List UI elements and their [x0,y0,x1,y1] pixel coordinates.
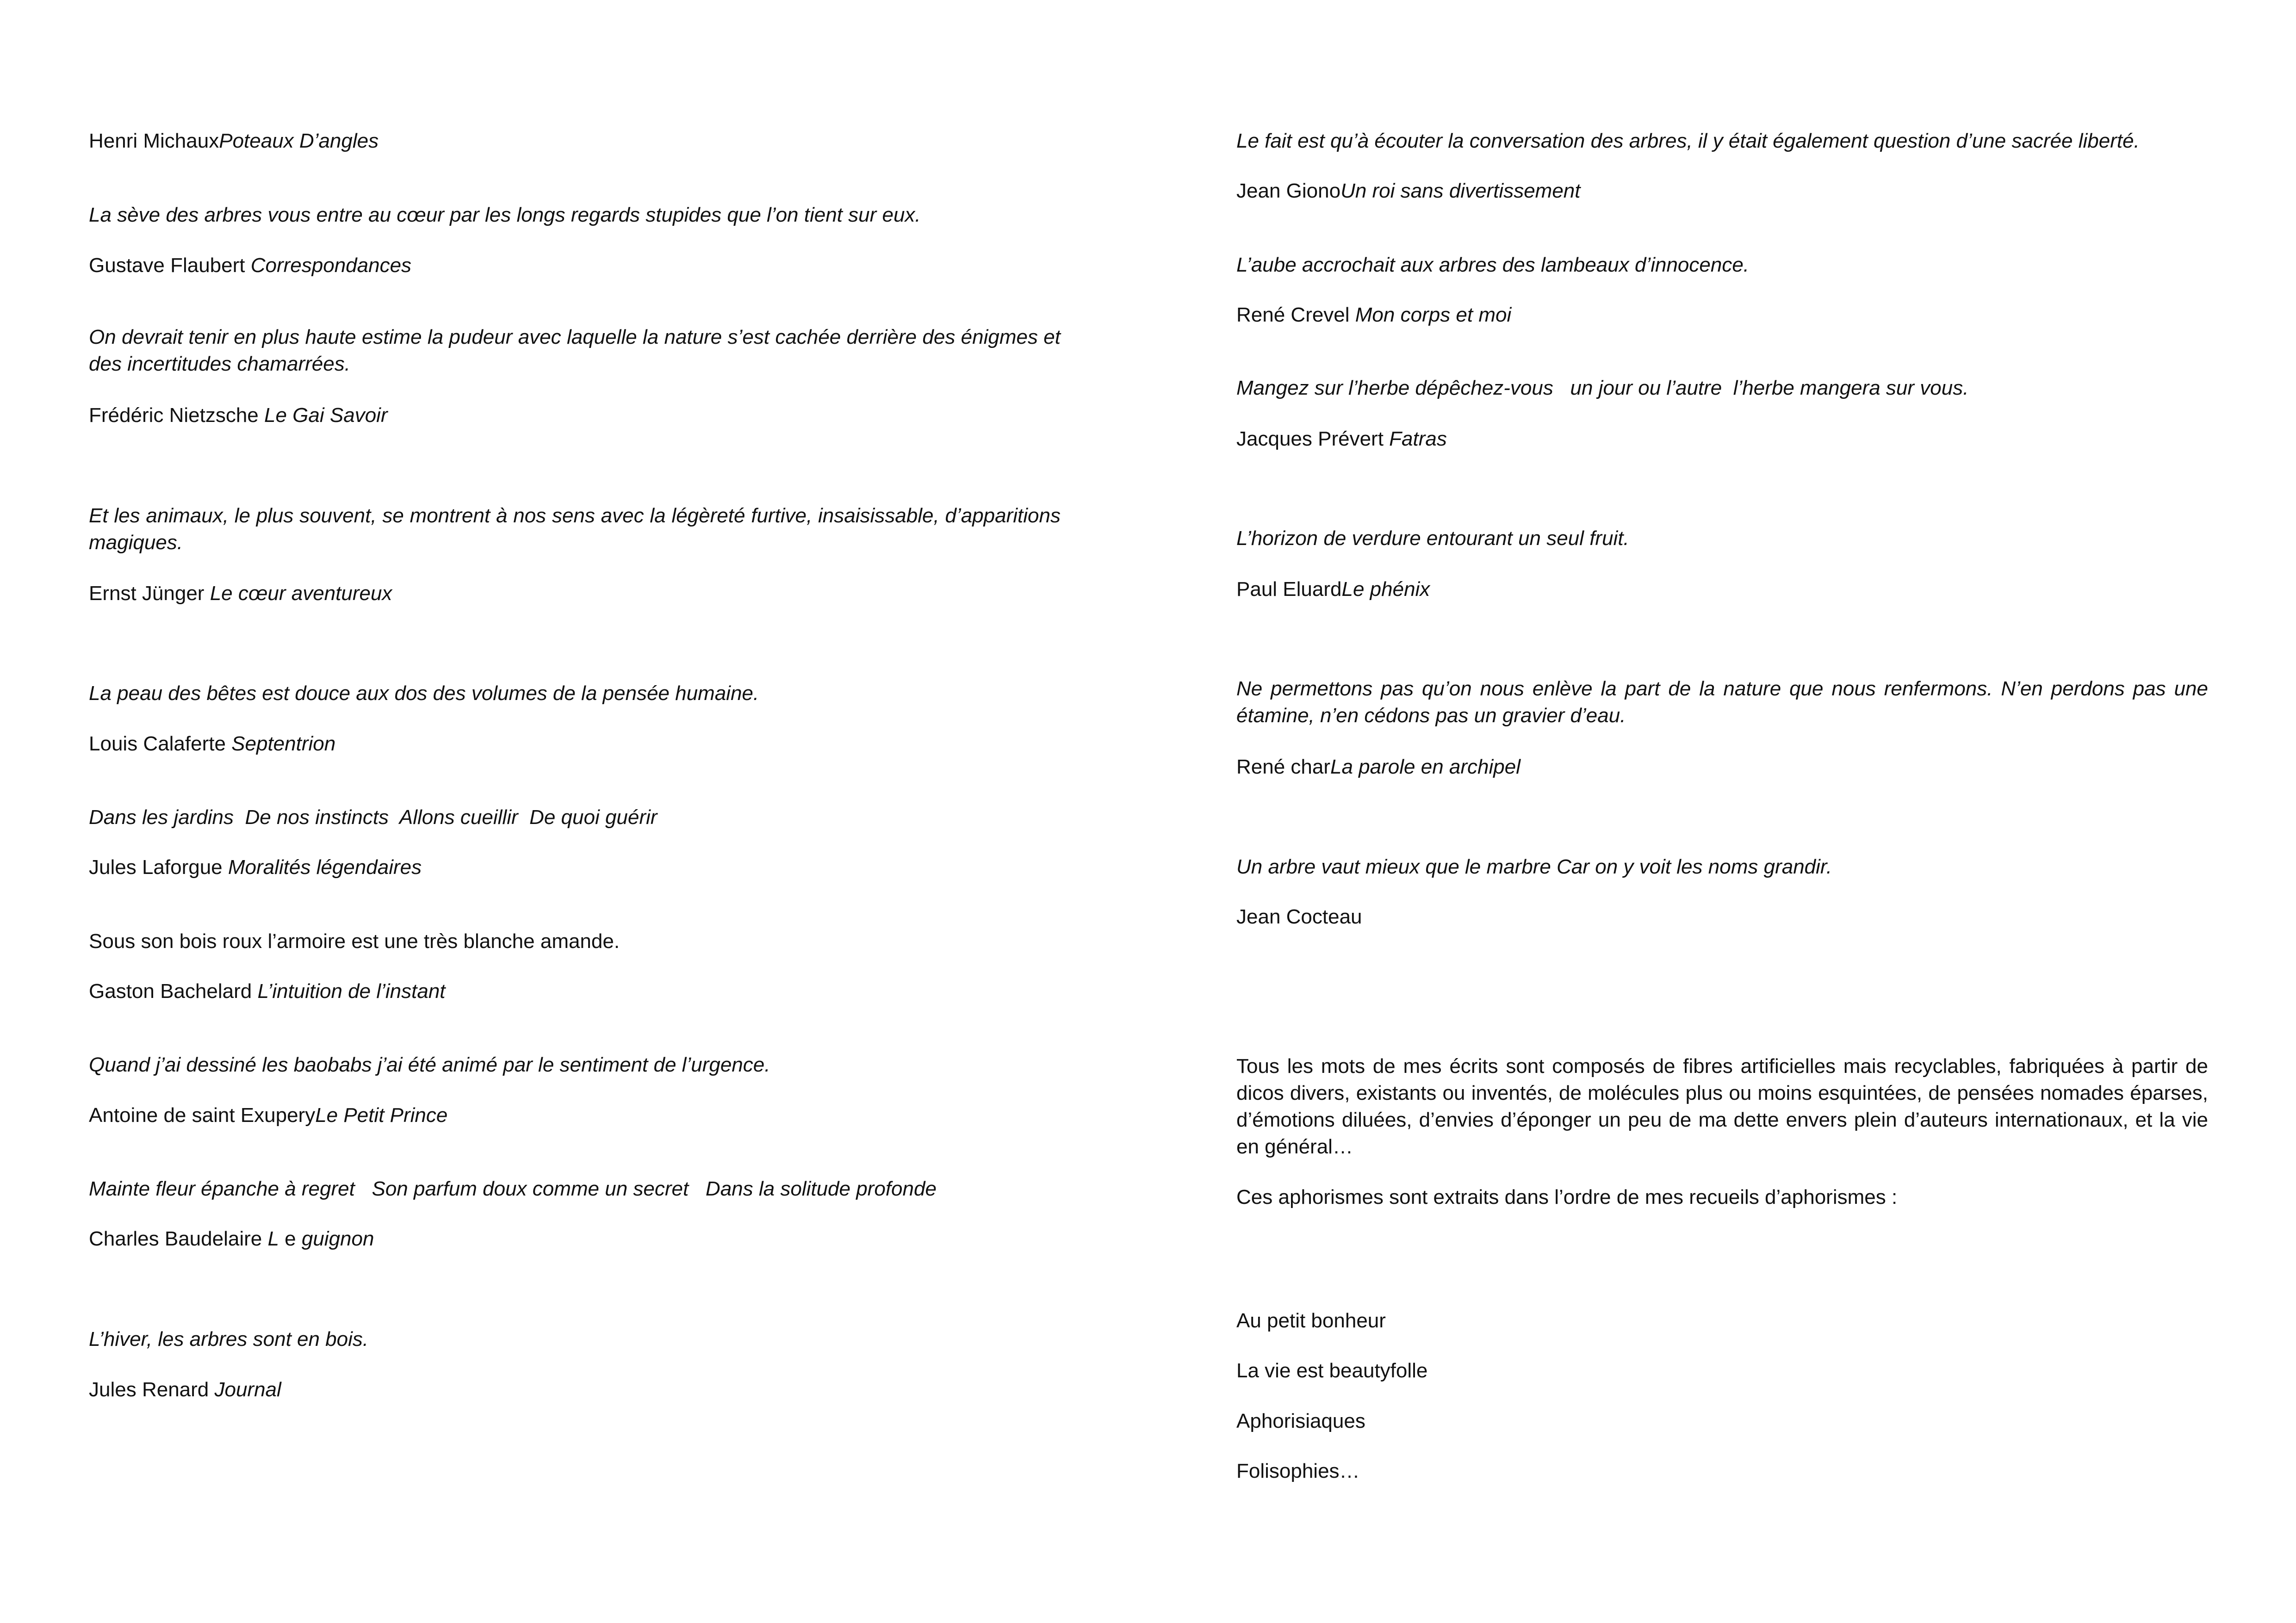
citation [89,1376,1061,1403]
author: Jean Giono [1236,180,1341,202]
work-title: Septentrion [231,732,336,755]
left-column [89,0,1061,1623]
work-title: Le Gai Savoir [264,404,388,427]
quote: On devrait tenir en plus haute estime la pudeur avec laquelle la nature s’est cachée derrière des énigmes et des incertitudes chamarrées. [89,326,1061,375]
citation [89,1226,1061,1252]
citation [89,1102,1061,1129]
author: René Crevel [1236,304,1355,326]
work-title: Un roi sans divertissement [1340,180,1581,202]
citation [89,580,1061,607]
outro-paragraph: Tous les mots de mes écrits sont composés de fibres artificielles mais recyclables, fabriquées à partir de dicos divers, existants ou inventés, de molécules plus ou moins esquintées, de pensées nomades éparses, d’émotions diluées, d’envies d’éponger un peu de ma dette envers plein d’auteurs internationaux, et la vie en général… [1236,1055,2208,1158]
work-title: L’intuition de l’instant [257,980,446,1003]
author: Louis Calaferte [89,732,232,755]
outro-intro-line: Ces aphorismes sont extraits dans l’ordre de mes recueils d’aphorismes : [1236,1186,1898,1208]
book-title: Aphorisiaques [1236,1410,1365,1432]
work-title: Le cœur aventureux [210,582,392,605]
citation [89,402,1061,429]
author: Jules Renard [89,1378,215,1401]
author: Ernst Jünger [89,582,210,605]
work-title-part: guignon [301,1227,374,1250]
author: Henri Michaux [89,130,219,152]
quote: L’hiver, les arbres sont en bois. [89,1328,369,1350]
work-title-part: L [267,1227,279,1250]
author: Jean Cocteau [1236,905,1362,928]
quote: Quand j’ai dessiné les baobabs j’ai été animé par le sentiment de l’urgence. [89,1053,770,1076]
author: Gustave Flaubert [89,254,251,277]
author: Jules Laforgue [89,856,228,879]
work-title: Poteaux D’angles [219,130,379,152]
quote: Un arbre vaut mieux que le marbre Car on y voit les noms grandir. [1236,855,1832,878]
citation [1236,576,2208,603]
citation [89,731,1061,757]
author: Gaston Bachelard [89,980,258,1003]
author: Antoine de saint Exupery [89,1104,316,1127]
author: René char [1236,756,1331,778]
author: Paul Eluard [1236,578,1342,601]
citation [89,854,1061,881]
work-title-gap: e [279,1227,302,1250]
quote: Ne permettons pas qu’on nous enlève la part de la nature que nous renfermons. N’en perdons pas une étamine, n’en cédons pas un gravier d’eau. [1236,677,2208,727]
quote: L’aube accrochait aux arbres des lambeaux d’innocence. [1236,254,1750,276]
book-title: La vie est beautyfolle [1236,1359,1428,1382]
citation [89,978,1061,1005]
work-title: Correspondances [250,254,412,277]
work-title: Mon corps et moi [1355,304,1512,326]
citation [1236,302,2208,328]
quote: Et les animaux, le plus souvent, se montrent à nos sens avec la légèreté furtive, insaisissable, d’apparitions magiques. [89,504,1061,554]
quote: L’horizon de verdure entourant un seul fruit. [1236,527,1629,550]
citation [1236,426,2208,452]
work-title: La parole en archipel [1330,756,1520,778]
work-title: Journal [214,1378,281,1401]
quote: Dans les jardins De nos instincts Allons cueillir De quoi guérir [89,806,658,829]
quote: La sève des arbres vous entre au cœur par les longs regards stupides que l’on tient sur eux. [89,204,921,226]
work-title: Le Petit Prince [315,1104,448,1127]
quote: La peau des bêtes est douce aux dos des volumes de la pensée humaine. [89,682,759,705]
author: Jacques Prévert [1236,427,1390,450]
citation [1236,754,2208,781]
citation [89,252,1061,279]
right-column [1236,0,2208,1623]
book-title: Folisophies… [1236,1460,1360,1482]
author: Frédéric Nietzsche [89,404,265,427]
citation [1236,178,2208,204]
citation [1236,904,2208,930]
quote: Mainte fleur épanche à regret Son parfum doux comme un secret Dans la solitude profonde [89,1177,937,1200]
quote: Mangez sur l’herbe dépêchez-vous un jour ou l’autre l’herbe mangera sur vous. [1236,377,1969,399]
author: Charles Baudelaire [89,1227,268,1250]
work-title: Fatras [1389,427,1447,450]
citation [89,128,1061,155]
work-title: Le phénix [1341,578,1430,601]
book-title: Au petit bonheur [1236,1309,1386,1332]
quote: Sous son bois roux l’armoire est une très blanche amande. [89,930,620,953]
quote: Le fait est qu’à écouter la conversation des arbres, il y était également question d’une sacrée liberté. [1236,130,2140,152]
work-title: Moralités légendaires [228,856,422,879]
